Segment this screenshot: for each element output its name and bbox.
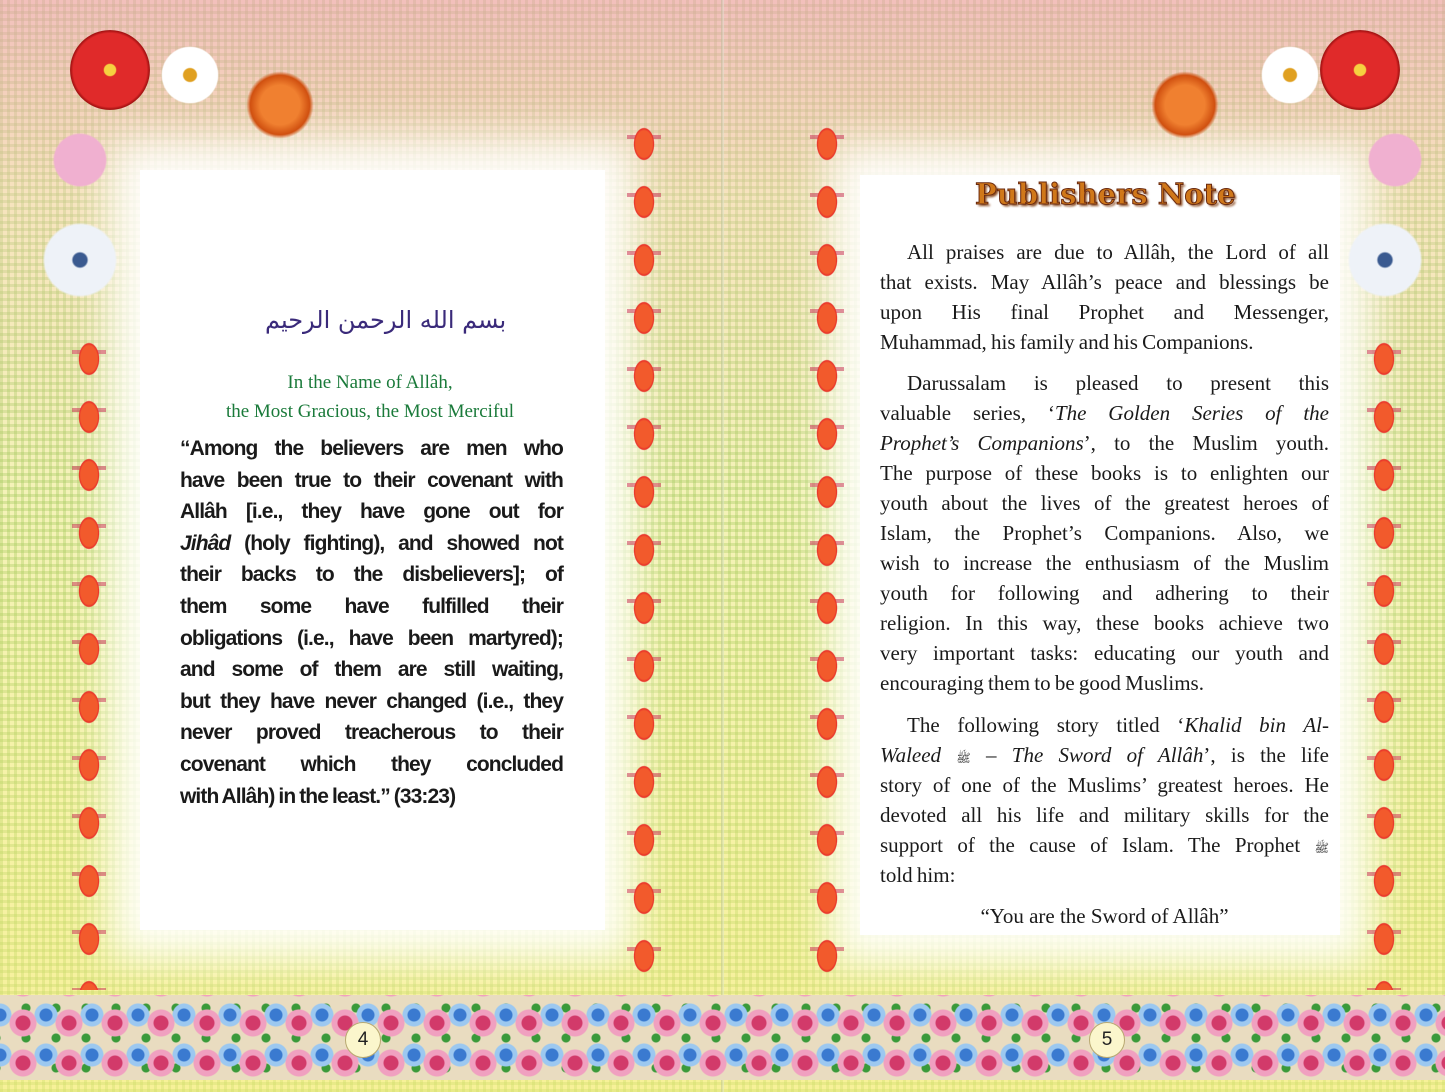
text-segment: The following story titled ‘ <box>907 713 1185 737</box>
text-line <box>880 743 1329 768</box>
text-line <box>880 833 1329 858</box>
text-segment: story of one of the Muslims’ greatest heroes. He <box>880 773 1329 797</box>
italic-text: Jihâd <box>180 531 231 555</box>
text-segment: (holy fighting), and showed not <box>230 531 563 555</box>
text-segment: and some of them are still waiting, <box>180 658 563 682</box>
text-line <box>880 773 1329 798</box>
text-line <box>180 594 563 620</box>
text-segment: them some have fulfilled their <box>180 595 563 618</box>
text-line <box>180 436 563 462</box>
text-line <box>180 531 563 557</box>
text-line <box>880 581 1329 606</box>
text-segment: obligations (i.e., have been martyred); <box>180 626 563 650</box>
text-segment: have been true to their covenant with <box>180 468 563 492</box>
text-segment: All praises are due to Allâh, the Lord of all <box>907 240 1329 264</box>
salawat-symbol: ﷺ <box>956 751 971 765</box>
flower-corner-top-right <box>1100 20 1430 140</box>
floral-border-left <box>72 330 106 990</box>
text-line <box>880 240 1329 265</box>
text-line <box>880 431 1329 456</box>
text-line <box>180 626 563 652</box>
text-segment: their backs to the disbelievers]; of <box>180 563 563 587</box>
text-line <box>880 863 1329 888</box>
floral-border-right <box>1367 330 1401 990</box>
text-segment: ’, is the life <box>1203 743 1329 767</box>
text-segment: covenant which they concluded <box>180 753 563 776</box>
text-line <box>880 551 1329 576</box>
text-line <box>180 468 563 494</box>
text-segment: upon His final Prophet and Messenger, <box>880 300 1329 324</box>
text-segment: very important tasks: educating our youth and <box>880 641 1329 665</box>
text-segment: The purpose of these books is to enlighten our <box>880 461 1329 485</box>
italic-text: The Golden Series of the <box>1054 401 1329 425</box>
text-segment: told him: <box>880 863 956 887</box>
floral-column-left-page <box>627 115 661 995</box>
text-line <box>180 562 563 588</box>
italic-text: Waleed ﷺ – The Sword of Allâh <box>880 743 1204 767</box>
text-segment: wish to increase the enthusiasm of the Muslim <box>880 551 1329 575</box>
page-number-left: 4 <box>345 1022 381 1058</box>
text-line <box>880 371 1329 396</box>
text-line <box>180 689 563 715</box>
salawat-symbol: ﷺ <box>1314 841 1329 855</box>
text-segment: Allâh [i.e., they have gone out for <box>180 500 563 524</box>
closing-quote: “You are the Sword of Allâh” <box>980 904 1229 928</box>
heading-line-2: the Most Gracious, the Most Merciful <box>225 401 515 422</box>
text-segment: Islam, the Prophet’s Companions. Also, we <box>880 521 1329 545</box>
text-line <box>180 657 563 683</box>
text-segment: Muhammad, his family and his Companions. <box>880 330 1254 354</box>
text-line <box>880 401 1329 426</box>
text-line <box>180 752 563 778</box>
text-segment: Darussalam is pleased to present this <box>907 371 1329 395</box>
text-segment: “Among the believers are men who <box>180 437 563 460</box>
text-line <box>880 671 1329 696</box>
text-segment: that exists. May Allâh’s peace and blessings be <box>880 270 1329 294</box>
text-line <box>880 713 1329 738</box>
text-line <box>880 270 1329 295</box>
heading-line-1: In the Name of Allâh, <box>287 372 453 393</box>
text-segment: encouraging them to be good Muslims. <box>880 671 1204 695</box>
text-segment: religion. In this way, these books achieve two <box>880 611 1329 635</box>
text-line <box>880 491 1329 516</box>
text-segment: support of the cause of Islam. The Prophet ﷺ <box>880 833 1329 857</box>
flower-corner-top-left <box>30 20 360 140</box>
text-segment: with Allâh) in the least.” (33:23) <box>180 784 456 808</box>
text-line <box>180 499 563 525</box>
book-gutter <box>721 0 724 1092</box>
page-title: Publishers Note <box>975 177 1236 211</box>
text-segment: but they have never changed (i.e., they <box>180 689 563 713</box>
text-line <box>180 784 563 810</box>
text-line <box>880 611 1329 636</box>
text-line <box>880 641 1329 666</box>
text-line <box>180 720 563 746</box>
text-segment: youth for following and adhering to their <box>880 581 1329 605</box>
text-line <box>880 803 1329 828</box>
text-segment: never proved treacherous to their <box>180 721 563 745</box>
text-segment: youth about the lives of the greatest heroes of <box>880 491 1329 515</box>
floral-column-right-page <box>810 115 844 995</box>
page-number-right: 5 <box>1089 1022 1125 1058</box>
italic-text: Khalid bin Al- <box>1184 713 1329 737</box>
text-line <box>880 461 1329 486</box>
floral-border-bottom <box>0 995 1445 1080</box>
basmala-calligraphy: بسم الله الرحمن الرحيم <box>265 306 507 334</box>
text-line <box>880 521 1329 546</box>
text-segment: devoted all his life and military skills for the <box>880 803 1329 827</box>
text-line <box>880 330 1329 355</box>
text-line <box>880 300 1329 325</box>
text-segment: valuable series, ‘ <box>880 401 1055 425</box>
text-segment: ’, to the Muslim youth. <box>1083 431 1330 455</box>
italic-text: Prophet’s Companions <box>880 431 1084 455</box>
